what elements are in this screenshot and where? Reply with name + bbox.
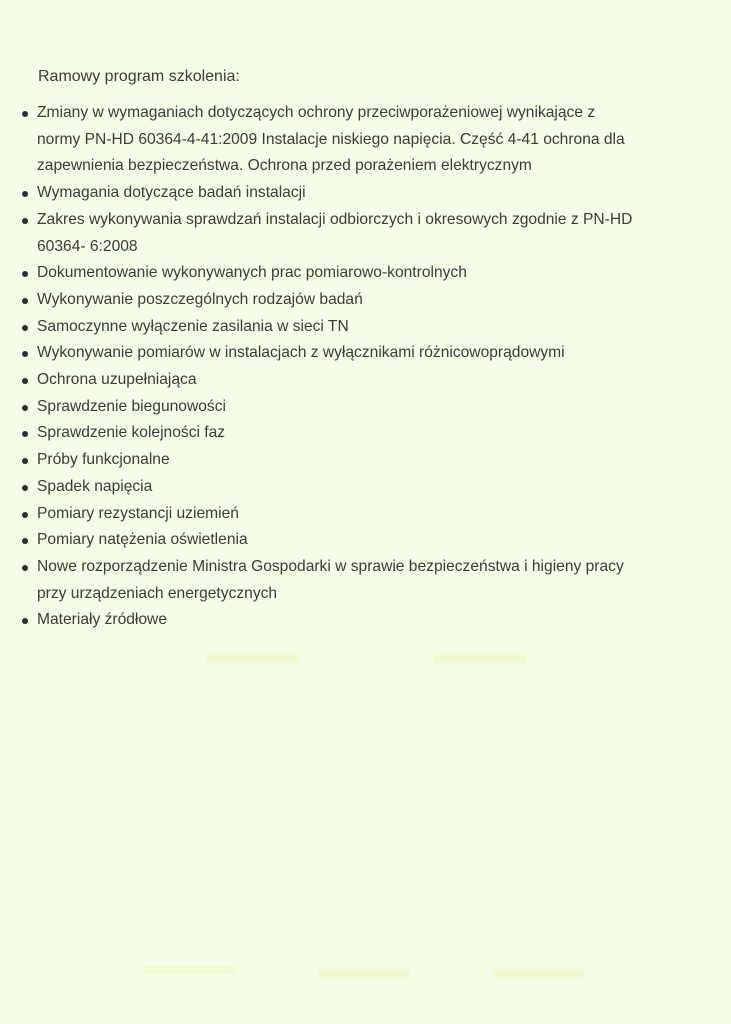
list-item-text: Wykonywanie pomiarów w instalacjach z wyłącznikami różnicowoprądowymi (37, 344, 565, 362)
bullet-icon (22, 485, 28, 491)
bullet-icon (22, 378, 28, 384)
bullet-icon (22, 618, 28, 624)
bullet-icon (22, 351, 28, 357)
list-item (0, 207, 717, 260)
bullet-icon (22, 538, 28, 544)
list-item (0, 394, 717, 421)
list-item-text: 60364- 6:2008 (37, 237, 138, 255)
list-item-text: Pomiary rezystancji uziemień (37, 504, 239, 522)
bullet-icon (22, 111, 28, 117)
scan-artifact (492, 969, 584, 977)
list-item (0, 287, 717, 314)
list-item (0, 314, 717, 341)
list-item-text: Samoczynne wyłączenie zasilania w sieci TN (37, 317, 349, 335)
scan-artifact (143, 966, 235, 974)
list-item-text: Zmiany w wymaganiach dotyczących ochrony przeciwporażeniowej wynikające z (37, 104, 596, 121)
bullet-icon (22, 431, 28, 437)
list-item-text: przy urządzeniach energetycznych (37, 584, 278, 602)
bullet-icon (22, 565, 28, 571)
scan-artifact (318, 969, 410, 977)
list-item-text: Dokumentowanie wykonywanych prac pomiarowo-kontrolnych (37, 264, 467, 282)
bullet-icon (22, 271, 28, 277)
list-item-text: Zakres wykonywania sprawdzań instalacji odbiorczych i okresowych zgodnie z PN-HD (37, 210, 633, 228)
bullet-icon (22, 405, 28, 411)
list-item (0, 554, 717, 607)
list-item-text: Sprawdzenie biegunowości (37, 397, 226, 415)
list-item (0, 420, 717, 447)
list-item (0, 340, 717, 367)
list-item (0, 367, 717, 394)
list-item (0, 527, 717, 554)
list-item (0, 501, 717, 528)
list-item-text: Spadek napięcia (37, 477, 153, 495)
list-item-text: Ochrona uzupełniająca (37, 371, 197, 389)
bullet-icon (22, 191, 28, 197)
list-item-text: normy PN-HD 60364-4-41:2009 Instalacje niskiego napięcia. Część 4-41 ochrona dla (37, 130, 625, 148)
bullet-icon (22, 298, 28, 304)
list-item (0, 180, 717, 207)
list-item (0, 100, 717, 180)
list-item-text: Próby funkcjonalne (37, 451, 170, 469)
list-item-text: Wykonywanie poszczególnych rodzajów badań (37, 290, 363, 308)
bullet-icon (22, 512, 28, 518)
list-item (0, 607, 717, 634)
list-item-text: Pomiary natężenia oświetlenia (37, 531, 248, 549)
training-program-list (0, 100, 731, 634)
list-item-text: Wymagania dotyczące badań instalacji (37, 184, 306, 202)
scan-artifact (433, 655, 525, 663)
list-item-text: Sprawdzenie kolejności faz (37, 424, 226, 442)
bullet-icon (22, 325, 28, 331)
scan-artifact (205, 655, 300, 663)
list-item (0, 474, 717, 501)
bullet-icon (22, 458, 28, 464)
list-item (0, 447, 717, 474)
document-heading: Ramowy program szkolenia: (38, 68, 240, 85)
list-item-text: zapewnienia bezpieczeństwa. Ochrona przed porażeniem elektrycznym (37, 157, 532, 175)
list-item (0, 260, 717, 287)
bullet-icon (22, 218, 28, 224)
list-item-text: Nowe rozporządzenie Ministra Gospodarki w sprawie bezpieczeństwa i higieny pracy (37, 557, 624, 575)
list-item-text: Materiały źródłowe (37, 611, 167, 629)
